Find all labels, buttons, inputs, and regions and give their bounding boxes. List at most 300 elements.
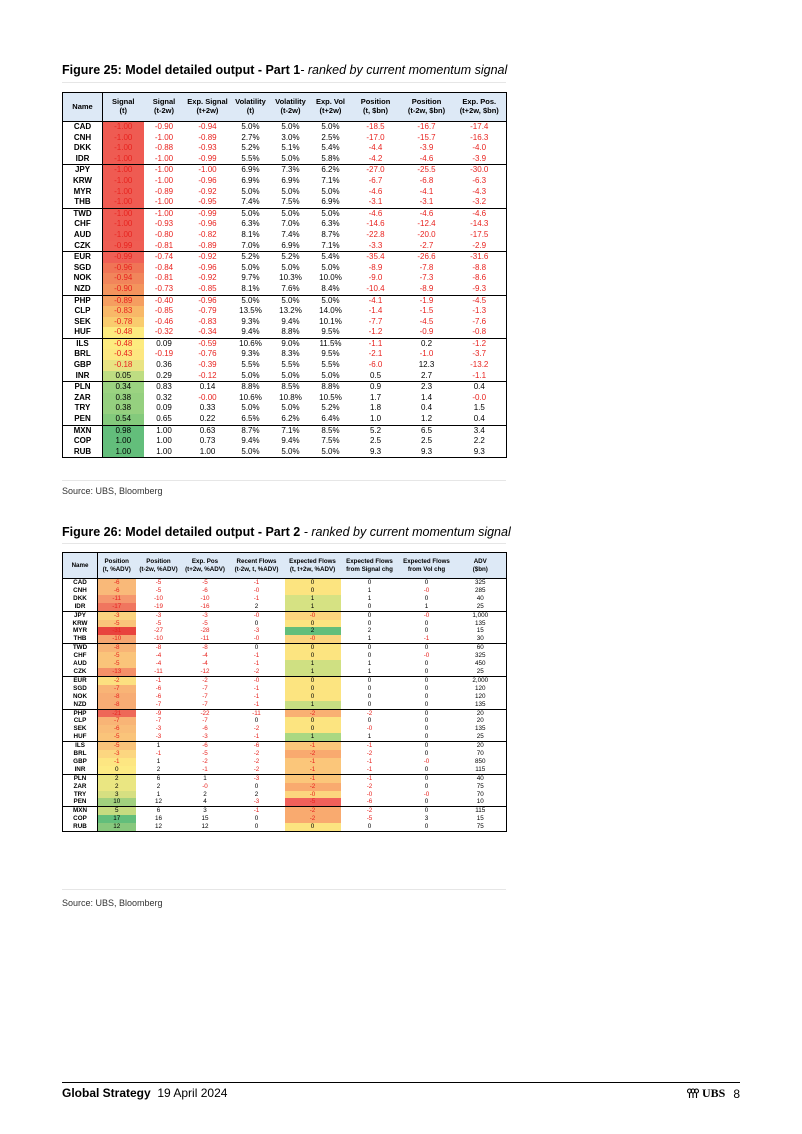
table-cell: -8.6 [453,273,507,284]
table-row [63,208,507,219]
row-name: CHF [63,219,103,230]
table-cell: -0.89 [154,186,174,196]
table-cell: 5.0% [241,122,260,131]
table-cell: -1.00 [103,154,144,165]
row-name: CNH [63,587,98,595]
row-name: CLP [63,717,98,725]
table-cell: 20 [455,717,507,725]
table-cell: 0 [341,823,399,831]
table-cell: 5.0% [271,295,311,306]
table-cell: -7 [202,717,208,725]
header-line: Exp. Vol [315,97,346,107]
table-cell: 0.05 [103,371,144,382]
table-cell: 0 [285,685,341,693]
table-cell: 5.4% [311,252,351,263]
table-cell: 0 [367,684,372,692]
table-cell: -4 [155,660,162,668]
table-cell: 5.0% [271,447,311,458]
table-cell: -19 [153,602,164,610]
table-cell: -3 [253,798,260,806]
header-line: Position [360,97,391,107]
table-cell: -3.1 [368,197,383,207]
table-cell: 6.2% [311,165,351,176]
table-cell: -17.5 [453,230,507,241]
table-cell: 0 [367,692,372,700]
table-cell: -0.12 [198,370,217,380]
table-cell: 6.9% [281,175,300,185]
table-cell: -1 [341,774,399,782]
table-cell: 2.7 [420,370,433,380]
page-number: 8 [733,1086,740,1101]
table-cell: 5.0% [231,447,271,458]
table-cell: -1 [253,579,260,586]
table-cell: 0 [424,660,429,668]
table-cell: -10 [200,594,210,602]
table-cell: -6 [202,725,208,733]
table-cell: -11 [154,667,163,675]
table-cell: -0.43 [103,349,144,360]
table-cell: -0.80 [154,229,174,239]
table-cell: -2.7 [419,240,434,250]
table-cell: 0.22 [199,414,216,424]
row-name: JPY [63,611,98,619]
table-cell: 0 [285,587,341,595]
table-cell: 0 [424,717,429,725]
header-line: Expected Flows [289,558,336,566]
table-cell: -3 [229,774,285,782]
table-cell: 40 [455,774,507,782]
table-cell: 115 [455,766,507,774]
figure-25-rule [62,82,506,83]
table-cell: 0.33 [199,403,216,413]
table-cell: 0.34 [103,382,144,393]
table-cell: 9.7% [241,273,260,283]
table-cell: 0.2 [401,338,453,349]
table-cell: 10.1% [319,316,342,326]
table-cell: -1.00 [103,165,144,176]
table-cell: -14.3 [453,219,507,230]
table-cell: -20.0 [417,229,436,239]
table-cell: 5.0% [281,153,300,163]
table-cell: -2.1 [368,349,383,359]
table-cell: -0.46 [154,316,174,326]
table-cell: -3.1 [419,197,434,207]
table-cell: 0 [399,644,455,652]
table-cell: -0.84 [154,262,174,272]
table-cell: 12 [182,823,229,831]
table-cell: 5.0% [321,122,340,131]
table-cell: -11 [200,635,210,643]
table-cell: 1 [285,603,341,611]
table-cell: 0 [285,717,341,725]
table-cell: 5.0% [281,403,300,413]
table-cell: 0 [229,644,285,652]
table-cell: 3 [424,815,429,823]
fig25-header-7 [351,93,401,122]
table-cell: 9.4% [281,316,300,326]
table-cell: 1 [136,742,182,750]
table-cell: 6.3% [241,219,260,229]
table-cell: -3 [136,611,182,619]
table-cell: 2.2 [453,436,507,447]
header-line: (t) [119,106,127,115]
header-line: (t-2w) [154,106,174,115]
figure-25-bottom-rule [62,480,506,481]
table-cell: 0.65 [156,414,172,424]
table-cell: 2,000 [455,676,507,684]
table-cell: -2 [253,667,260,675]
header-line: (t+2w, %ADV) [185,565,225,573]
table-cell: 7.4% [281,229,300,239]
row-name: MXN [63,807,98,815]
row-name: AUD [63,660,98,668]
table-cell: 0 [254,782,259,790]
table-cell: 0.54 [103,414,144,425]
table-cell: 5.0% [271,208,311,219]
row-name: CLP [63,306,103,317]
row-name: SGD [63,263,103,274]
table-cell: 2 [156,765,161,773]
table-cell: -0.92 [185,252,231,263]
table-cell: -2 [182,676,229,684]
table-cell: 2 [285,627,341,635]
table-cell: -11 [229,709,285,717]
header-line: Recent Flows [236,558,277,566]
table-cell: -5 [98,652,136,660]
table-cell: -12.4 [417,219,436,229]
table-cell: 9.3% [241,349,260,359]
table-cell: -1.00 [154,197,174,207]
table-cell: -0.81 [154,240,174,250]
table-cell: -1.00 [103,143,144,154]
table-cell: -5 [98,733,136,741]
header-line: Signal [111,97,135,107]
table-cell: 5.0% [311,447,351,458]
table-cell: -1 [253,684,260,692]
table-cell: 120 [455,693,507,701]
table-row [63,733,507,741]
table-row [63,750,507,758]
table-cell: -5 [155,619,162,627]
table-cell: -17.4 [453,122,507,133]
table-cell: -1 [285,758,341,766]
table-row [63,393,507,404]
table-cell: 6.9% [321,197,340,207]
table-cell: 5.0% [241,186,260,196]
table-row [63,766,507,774]
table-cell: -4.0 [453,143,507,154]
table-cell: 3.0% [281,132,300,142]
table-row [63,758,507,766]
table-cell: -2.9 [453,241,507,252]
table-cell: 16 [154,815,162,823]
row-name: NOK [63,693,98,701]
table-cell: -2 [285,783,341,791]
table-row [63,219,507,230]
table-cell: 5.2% [231,252,271,263]
table-cell: -0.96 [185,295,231,306]
table-row [63,197,507,208]
table-cell: 7.1% [271,425,311,436]
table-cell: 8.4% [321,283,340,293]
table-cell: 9.3 [401,447,453,458]
table-row [63,693,507,701]
table-cell: -31 [98,627,136,635]
fig25-header-9 [453,93,507,122]
header-line: ADV [473,558,487,566]
table-cell: 10.0% [319,273,342,283]
table-row [63,187,507,198]
row-name: SEK [63,725,98,733]
header-line: (t-2w, %ADV) [139,565,178,573]
table-cell: -1.1 [351,338,401,349]
table-cell: -8.8 [453,263,507,274]
table-cell: -1 [98,758,136,766]
table-cell: -1.00 [154,153,174,163]
table-cell: 0.09 [144,338,185,349]
table-cell: -12 [200,667,210,675]
table-row [63,627,507,635]
table-cell: 3 [182,807,229,815]
table-row [63,620,507,628]
table-cell: 1 [424,602,429,610]
table-row [63,791,507,799]
table-cell: 325 [455,579,507,587]
table-cell: -7.8 [419,262,434,272]
header-line: ($bn) [472,565,488,573]
table-cell: -0.85 [154,306,174,316]
table-cell: -14.6 [366,219,385,229]
table-cell: -1.2 [453,338,507,349]
table-cell: -0 [399,611,455,619]
header-line: Volatility [275,97,306,107]
row-name: THB [63,635,98,643]
table-cell: 10.6% [231,338,271,349]
table-row [63,143,507,154]
table-cell: -27 [153,627,164,635]
table-cell: 0.36 [156,360,172,370]
table-cell: -0.92 [198,186,217,196]
table-cell: 25 [455,603,507,611]
table-cell: -0.96 [103,263,144,274]
table-cell: -1.00 [103,133,144,144]
table-cell: 0 [254,815,259,823]
row-name: BRL [63,349,103,360]
table-cell: -0.81 [154,273,174,283]
table-cell: -4.6 [368,186,383,196]
table-row [63,414,507,425]
header-line: from Vol chg [407,565,446,573]
table-cell: 9.4% [241,436,260,446]
table-row [63,241,507,252]
table-cell: 5.0% [321,370,340,380]
table-cell: 1 [285,733,341,741]
table-cell: 0 [424,667,429,675]
table-cell: 10 [455,798,507,806]
fig26-header-0 [63,553,98,579]
table-cell: 0 [367,700,372,708]
table-cell: 0.5 [369,370,382,380]
row-name: IDR [63,154,103,165]
table-cell: -2 [253,757,260,765]
table-cell: 13.2% [279,306,302,316]
table-cell: -1 [253,692,260,700]
table-cell: 5.0% [321,262,340,272]
table-cell: 1 [156,757,161,765]
row-name: EUR [63,676,98,684]
row-name: MYR [63,187,103,198]
table-cell: 9.0% [271,338,311,349]
table-cell: 10.8% [279,392,302,402]
table-cell: 2 [254,602,259,610]
table-cell: -2 [253,750,260,758]
table-cell: 0 [424,798,429,806]
table-cell: 5.0% [241,370,260,380]
table-cell: -8 [98,644,136,652]
table-cell: 0 [254,619,259,627]
row-name: JPY [63,165,103,176]
table-cell: -2 [285,807,341,815]
table-cell: -2 [285,815,341,823]
table-cell: -0.94 [103,273,144,284]
table-cell: -1.1 [453,371,507,382]
table-cell: -1.00 [144,208,185,219]
table-row [63,327,507,338]
table-cell: 5.8% [321,153,340,163]
row-name: GBP [63,360,103,371]
table-cell: 0.73 [199,436,216,446]
table-cell: -5 [155,579,162,586]
table-cell: 1,000 [455,611,507,619]
table-cell: -6 [202,586,208,594]
table-row [63,660,507,668]
table-cell: -17.0 [366,132,385,142]
table-cell: -6 [155,684,162,692]
table-cell: -2 [341,807,399,815]
table-cell: -1.00 [154,132,174,142]
header-line: Exp. Pos. [462,97,497,107]
table-cell: 1 [285,595,341,603]
table-cell: 6.9% [231,165,271,176]
table-cell: -0 [423,790,430,798]
table-cell: 2 [98,783,136,791]
table-cell: 0 [285,725,341,733]
row-name: ILS [63,338,103,349]
table-cell: 0.38 [103,403,144,414]
table-cell: -9.0 [368,273,383,283]
table-cell: -3 [253,627,260,635]
table-cell: 5.5% [321,360,340,370]
table-cell: -6 [182,742,229,750]
row-name: TWD [63,644,98,652]
table-cell: -0.32 [154,327,174,337]
table-cell: 25 [455,668,507,676]
table-row [63,798,507,806]
table-cell: -2 [341,709,399,717]
table-cell: 0 [399,823,455,831]
table-cell: 40 [455,595,507,603]
table-cell: 1.00 [156,436,172,446]
table-cell: 0.09 [156,403,172,413]
table-cell: 7.1% [321,240,340,250]
table-cell: -0 [285,791,341,799]
table-cell: 3 [98,791,136,799]
fig25-header-3 [185,93,231,122]
table-cell: 0.9 [351,382,401,393]
table-cell: -2 [366,750,373,758]
table-cell: -1 [341,742,399,750]
table-cell: -0.99 [103,241,144,252]
table-cell: -9.3 [453,284,507,295]
row-name: DKK [63,595,98,603]
table-cell: -0.74 [144,252,185,263]
table-cell: -8 [182,644,229,652]
fig26-header-4 [229,553,285,579]
table-cell: 15 [201,815,209,823]
table-cell: -4 [202,660,208,668]
row-name: PEN [63,414,103,425]
table-cell: 13.5% [239,306,262,316]
table-cell: 0 [367,602,372,610]
table-cell: -0.92 [198,273,217,283]
table-cell: -2 [98,676,136,684]
row-name: HUF [63,327,103,338]
table-cell: 5.0% [281,262,300,272]
row-name: COP [63,815,98,823]
table-cell: 1 [367,660,372,668]
table-row [63,652,507,660]
table-cell: 70 [455,791,507,799]
table-cell: -1 [253,660,260,668]
row-name: INR [63,371,103,382]
header-line: Name [72,101,93,111]
table-row [63,263,507,274]
table-cell: 8.7% [321,229,340,239]
table-cell: -0.00 [198,392,217,402]
table-cell: 5.0% [281,186,300,196]
table-cell: -2 [202,757,208,765]
table-cell: -0.0 [453,393,507,404]
table-cell: -0.96 [198,219,217,229]
table-row [63,273,507,284]
table-row [63,717,507,725]
row-name: COP [63,436,103,447]
table-cell: 1 [367,594,372,602]
table-cell: 6.9% [281,240,300,250]
table-cell: -0.59 [185,338,231,349]
table-cell: 5.0% [241,262,260,272]
table-cell: -7 [98,685,136,693]
table-cell: -10.4 [366,283,385,293]
table-cell: 5.2% [321,403,340,413]
footer-rule [62,1082,740,1083]
header-line: (t+2w, $bn) [459,106,499,115]
table-cell: -0.79 [198,306,217,316]
fig25-header-0 [63,93,103,122]
table-cell: 0 [285,652,341,660]
table-cell: -2 [285,750,341,758]
table-row [63,783,507,791]
row-name: KRW [63,620,98,628]
table-row [63,349,507,360]
table-cell: -1.0 [419,349,434,359]
table-cell: -0 [366,725,373,733]
table-cell: 5.4% [321,143,340,153]
table-cell: 6 [136,807,182,815]
table-cell: 0 [399,709,455,717]
table-cell: 2 [98,774,136,782]
table-cell: -1.00 [103,122,144,133]
